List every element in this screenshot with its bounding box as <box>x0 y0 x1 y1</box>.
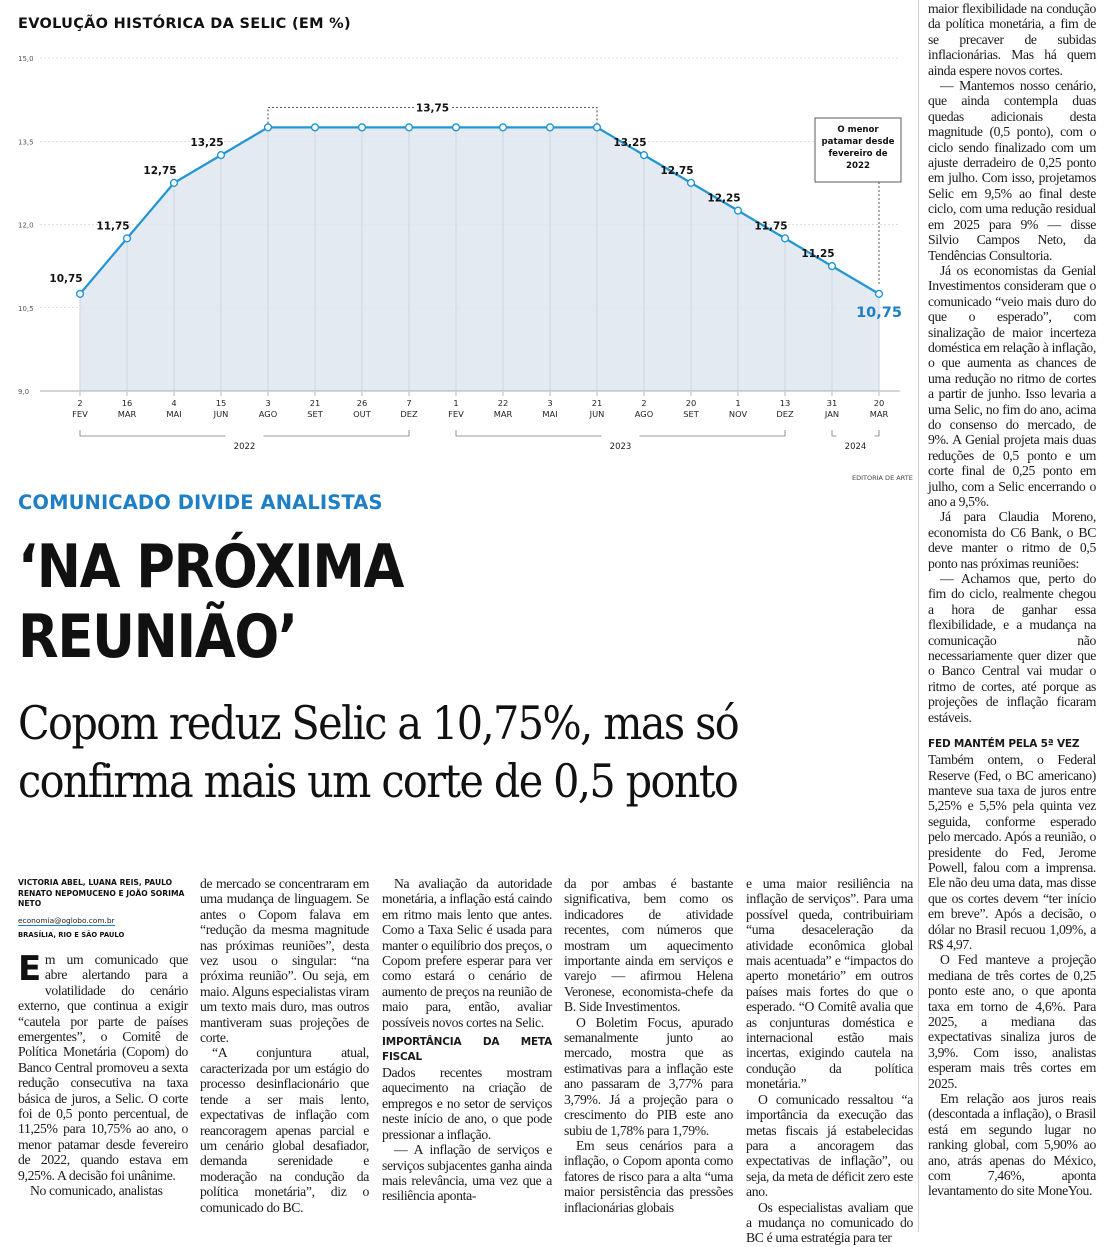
byline-email[interactable]: economia@oglobo.com.br <box>18 915 115 925</box>
byline <box>18 878 190 939</box>
year-label-bg <box>226 432 264 440</box>
x-tick-day: 1 <box>735 398 741 408</box>
callout-text: O menor <box>837 125 879 135</box>
byline-place: BRASÍLIA, RIO E SÃO PAULO <box>18 930 125 939</box>
data-point <box>829 263 836 270</box>
article-paragraph: Em relação aos juros reais (descontada a inflação), o Brasil está em segundo lugar no ranking global, com 5,90% ao ano, atrás apenas do México, com 7,46%, aponta levantamento do site MoneYou. <box>928 1091 1096 1199</box>
x-tick-day: 20 <box>685 398 697 408</box>
x-tick-month: OUT <box>353 409 371 419</box>
x-tick-month: DEZ <box>776 409 794 419</box>
data-label: 11,75 <box>754 220 788 233</box>
kicker: COMUNICADO DIVIDE ANALISTAS <box>18 491 383 514</box>
data-label-current: 10,75 <box>856 304 902 321</box>
x-tick-day: 3 <box>265 398 271 408</box>
article-column-3 <box>382 876 552 1204</box>
data-label: 12,75 <box>660 164 694 177</box>
x-tick-day: 13 <box>779 398 791 408</box>
x-tick-day: 21 <box>309 398 321 408</box>
section-subhead: FED MANTÉM PELA 5ª VEZ <box>928 738 1080 751</box>
data-point <box>876 290 883 297</box>
article-paragraph: — Mantemos nosso cenário, que ainda contempla duas quedas adicionais desta magnitude (0,5 ponto), com o ciclo sendo finalizado com um ajuste derradeiro de 0,25 ponto em julho. Com isso, projetamos Selic em 9,5% ao final deste ciclo, com uma redução residual em 2025 para 9% — disse Silvio Campos Neto, da Tendências Consultoria. <box>928 78 1096 263</box>
subhead-line-1: Copom reduz Selic a 10,75%, mas só <box>18 696 739 750</box>
article-paragraph: O comunicado ressaltou “a importância da execução das metas fiscais já estabelecidas para a ancoragem das expectativas de inflação”, ou seja, da meta de déficit zero este ano. <box>746 1091 913 1200</box>
selic-chart <box>0 40 930 480</box>
x-tick-month: FEV <box>448 409 464 419</box>
data-point <box>641 152 648 159</box>
data-point <box>218 152 225 159</box>
year-label-bg <box>602 432 640 440</box>
x-tick-day: 26 <box>356 398 368 408</box>
data-point <box>124 235 131 242</box>
x-tick-month: SET <box>683 409 699 419</box>
article-column-2 <box>200 876 369 1215</box>
data-label: 13,25 <box>190 137 224 150</box>
subhead-line-2: confirma mais um corte de 0,5 ponto <box>18 754 738 808</box>
callout-text: 2022 <box>846 161 870 171</box>
year-label: 2022 <box>233 442 256 452</box>
headline-line-1: ‘NA PRÓXIMA <box>18 532 404 602</box>
x-tick-month: JAN <box>824 409 840 419</box>
data-label: 12,25 <box>707 192 741 205</box>
x-tick-day: 31 <box>826 398 838 408</box>
x-tick-day: 3 <box>547 398 553 408</box>
headline-line-2: REUNIÃO’ <box>18 602 297 672</box>
chart-title: EVOLUÇÃO HISTÓRICA DA SELIC (EM %) <box>18 16 351 32</box>
data-label: 12,75 <box>143 164 177 177</box>
article-paragraph: Dados recentes mostram aquecimento na criação de empregos e no setor de serviços neste início de ano, o que pode pressionar a inflação. <box>382 1065 552 1142</box>
callout-text: fevereiro de <box>828 149 888 159</box>
column-divider <box>918 0 919 1232</box>
article-paragraph: de mercado se concentraram em uma mudança de linguagem. Se antes o Copom falava em “redução da mesma magnitude nas próximas reuniões”, desta vez usou o singular: “na próxima reunião”. Ou seja, em maio. Alguns especialistas viram um texto mais duro, mas outros mantiveram suas projeções de corte. <box>200 876 369 1046</box>
callout-text: patamar desde <box>821 137 895 147</box>
x-tick-month: MAR <box>117 409 137 419</box>
x-tick-month: MAR <box>869 409 889 419</box>
data-label: 11,25 <box>801 248 835 261</box>
x-tick-month: DEZ <box>400 409 418 419</box>
x-tick-day: 2 <box>77 398 83 408</box>
article-paragraph: Na avaliação da autoridade monetária, a inflação está caindo em ritmo mais lento que antes. Como a Taxa Selic é usada para manter o equilíbrio dos preços, o Copom prefere esperar para ver como estará o cenário de aumento de preços na reunião de maio para, então, avaliar possíveis novos cortes na Selic. <box>382 876 552 1030</box>
article-paragraph: — A inflação de serviços e serviços subjacentes ganha ainda mais relevância, uma vez que a resiliência aponta- <box>382 1142 552 1204</box>
data-point <box>782 235 789 242</box>
x-tick-day: 2 <box>641 398 647 408</box>
data-point <box>453 124 460 131</box>
x-tick-month: SET <box>307 409 323 419</box>
article-paragraph: — Achamos que, perto do fim do ciclo, realmente chegou a hora de ganhar essa flexibilidade, e a mudança na comunicação não necessariamente quer dizer que o Banco Central vai mudar o ritmo de cortes, até porque as projeções de inflação ficaram estáveis. <box>928 571 1096 725</box>
x-tick-month: AGO <box>634 409 654 419</box>
article-column-4 <box>564 876 733 1215</box>
year-label: 2023 <box>609 442 632 452</box>
article-paragraph: Já para Claudia Moreno, economista do C6 Bank, o BC deve manter o ritmo de 0,5 ponto nas próximas reuniões: <box>928 509 1096 571</box>
data-point <box>265 124 272 131</box>
year-label: 2024 <box>844 442 867 452</box>
data-label: 13,25 <box>613 137 647 150</box>
section-subhead: IMPORTÂNCIA DA META FISCAL <box>382 1036 552 1064</box>
article-column-6 <box>928 1 1096 1199</box>
article-column-5 <box>746 876 913 1246</box>
x-tick-month: MAR <box>493 409 513 419</box>
x-tick-month: FEV <box>72 409 88 419</box>
article-paragraph: O Fed manteve a projeção mediana de três cortes de 0,25 ponto este ano, o que aponta taxa em torno de 4,6%. Para 2025, a mediana das expectativas sinaliza juros de 3,9%. Com isso, analistas esperam mais três cortes em 2025. <box>928 952 1096 1091</box>
article-paragraph: Em seus cenários para a inflação, o Copom aponta como fatores de risco para a alta “uma maior persistência das pressões inflacionárias globais <box>564 1137 733 1215</box>
article-paragraph: Também ontem, o Federal Reserve (Fed, o BC americano) manteve sua taxa de juros entre 5,25% e 5,5% pela quinta vez seguida, conforme esperado pelo mercado. Após a reunião, o presidente do Fed, Jerome Powell, falou com a imprensa. Ele não deu uma data, mas disse que os cortes devem “ter início em breve”. Após a decisão, o dólar no Brasil recuou 1,09%, a R$ 4,97. <box>928 752 1096 952</box>
article-paragraph: e uma maior resiliência na inflação de serviços”. Para uma possível queda, contribuiriam “uma desaceleração da atividade econômica global mais acentuada” e “impactos do aperto monetário” em outros países mais fortes do que o esperado. “O Comitê avalia que as conjunturas doméstica e internacional estão mais incertas, exigindo cautela na condução da política monetária.” <box>746 876 913 1092</box>
x-tick-day: 1 <box>453 398 459 408</box>
article-paragraph: Os especialistas avaliam que a mudança no comunicado do BC é uma estratégia para ter <box>746 1199 913 1246</box>
data-point <box>406 124 413 131</box>
headline <box>18 532 792 672</box>
x-tick-month: JUN <box>589 409 605 419</box>
x-tick-day: 7 <box>406 398 412 408</box>
chart-credit: EDITORIA DE ARTE <box>852 474 913 482</box>
y-tick-label: 13,5 <box>18 138 34 147</box>
x-tick-month: AGO <box>258 409 278 419</box>
y-tick-label: 12,0 <box>18 221 34 230</box>
data-point <box>594 124 601 131</box>
x-tick-month: JUN <box>213 409 229 419</box>
dropcap: E <box>18 949 41 989</box>
article-column-1 <box>18 949 188 1199</box>
data-point <box>171 179 178 186</box>
data-label: 11,75 <box>96 220 130 233</box>
data-point <box>735 207 742 214</box>
plateau-label: 13,75 <box>415 102 450 115</box>
byline-authors: VICTORIA ABEL, LUANA REIS, PAULO RENATO NEPOMUCENO E JOÃO SORIMA NETO <box>18 878 185 908</box>
article-paragraph: O Boletim Focus, apurado semanalmente junto ao mercado, mostra que as estimativas para a inflação este ano passaram de 3,77% para 3,79%. Já a projeção para o crescimento do PIB este ano subiu de 1,78% para 1,79%. <box>564 1014 733 1138</box>
data-point <box>312 124 319 131</box>
x-tick-day: 20 <box>873 398 885 408</box>
article-paragraph: maior flexibilidade na condução da política monetária, a fim de se precaver de subidas inflacionárias. Mas há quem ainda espere novos cortes. <box>928 1 1096 78</box>
article-paragraph: No comunicado, analistas <box>30 1183 163 1199</box>
x-tick-month: NOV <box>728 409 748 419</box>
y-tick-label: 10,5 <box>18 304 34 313</box>
data-point <box>688 179 695 186</box>
x-tick-day: 22 <box>497 398 509 408</box>
x-tick-day: 16 <box>121 398 133 408</box>
data-point <box>77 290 84 297</box>
x-tick-day: 21 <box>591 398 603 408</box>
article-paragraph: Já os economistas da Genial Investimentos consideram que o comunicado “veio mais duro do que o esperado”, com sinalização de maior incerteza doméstica em relação à inflação, o que aumenta as chances de uma redução no ritmo de cortes a partir de junho. Isso levaria a uma Selic, no fim do ano, acima do consenso do mercado, de 9%. A Genial projeta mais duas reduções de 0,5 ponto e um corte final de 0,25 ponto em julho, com a Selic encerrando o ano a 9,5%. <box>928 262 1096 509</box>
data-point <box>500 124 507 131</box>
article-paragraph: “A conjuntura atual, caracterizada por um estágio do processo desinflacionário que tende a ser mais lento, expectativas de inflação com reancoragem apenas parcial e um cenário global desafiador, demanda serenidade e moderação na condução da política monetária”, diz o comunicado do BC. <box>200 1045 369 1215</box>
x-tick-day: 4 <box>171 398 177 408</box>
x-tick-day: 15 <box>215 398 227 408</box>
x-tick-month: MAI <box>542 409 558 419</box>
y-tick-label: 15,0 <box>18 55 34 63</box>
article-paragraph: da por ambas é bastante significativa, bem como os indicadores de atividade recentes, com números que mostram um aquecimento importante ainda em serviços e varejo — afirmou Helena Veronese, economista-chefe da B. Side Investimentos. <box>564 876 733 1015</box>
year-label-bg <box>837 432 875 440</box>
data-point <box>547 124 554 131</box>
x-tick-month: MAI <box>166 409 182 419</box>
article-paragraph: Em um comunicado que abre alertando para a volatilidade do cenário externo, que continua a exigir “cautela por parte de países emergentes”, o Comitê de Política Monetária (Copom) do Banco Central promoveu a sexta redução consecutiva na taxa básica de juros, a Selic. O corte foi de 0,5 ponto percentual, de 11,25% para 10,75% ao ano, o menor patamar desde fevereiro de 2022, quando estava em 9,25%. A decisão foi unânime. <box>18 949 188 1183</box>
data-label: 10,75 <box>49 272 83 285</box>
data-point <box>359 124 366 131</box>
y-tick-label: 9,0 <box>18 388 30 396</box>
subhead <box>18 694 819 810</box>
